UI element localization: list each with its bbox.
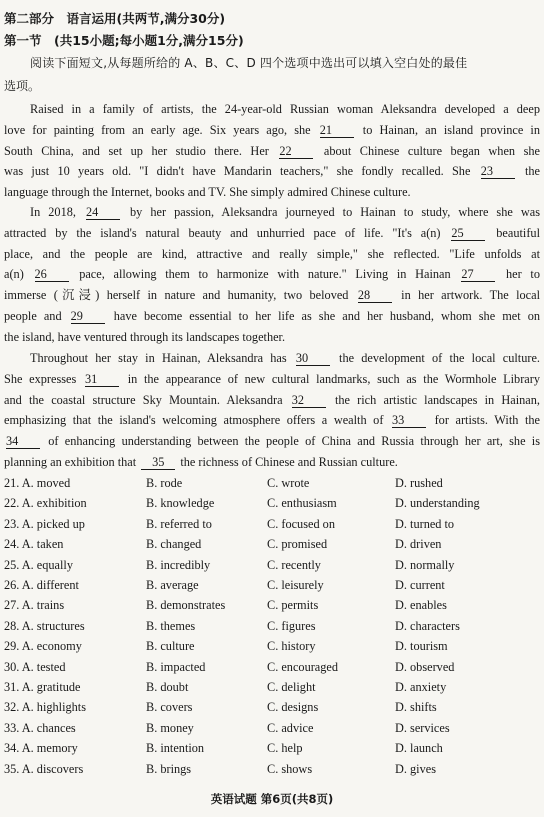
- option-a: 33. A. chances: [4, 720, 76, 735]
- passage-text: Throughout her stay in Hainan, Aleksandra has: [30, 351, 294, 365]
- option-c: C. focused on: [267, 516, 335, 531]
- option-b: B. culture: [146, 639, 195, 654]
- option-c: C. designs: [267, 700, 319, 715]
- passage-text: planning an exhibition that: [4, 455, 140, 469]
- option-row-28: [4, 617, 540, 635]
- option-a: 35. A. discovers: [4, 761, 84, 776]
- passage-text: people and: [4, 309, 69, 323]
- option-d: D. characters: [395, 618, 460, 633]
- blank-32: 32: [292, 394, 326, 408]
- option-b: B. referred to: [146, 516, 212, 531]
- blank-35: 35: [141, 456, 175, 470]
- option-row-23: [4, 515, 540, 533]
- option-d: D. anxiety: [395, 680, 447, 694]
- passage-text: immerse (沉浸) herself in nature and humanity, two beloved: [4, 288, 356, 303]
- passage-text: for artists. With the: [428, 413, 541, 428]
- option-a: 30. A. tested: [4, 659, 66, 674]
- option-d: D. rushed: [395, 476, 443, 490]
- blank-24: 24: [86, 206, 120, 220]
- passage-text: She expresses: [4, 371, 83, 386]
- passage-text: was just 10 years old. "I didn't have Mandarin teachers," she fondly recalled. She: [4, 164, 479, 179]
- option-c: C. permits: [267, 598, 319, 613]
- option-c: C. encouraged: [267, 659, 339, 674]
- instruction-line-1: 阅读下面短文,从每题所给的 A、B、C、D 四个选项中选出可以填入空白处的最佳: [30, 56, 468, 70]
- passage-text: by her passion, Aleksandra journeyed to Hainan to study, where she was: [121, 205, 540, 219]
- option-b: B. rode: [146, 476, 183, 490]
- option-c: C. leisurely: [267, 578, 324, 592]
- blank-27: 27: [461, 268, 495, 282]
- passage-line: [4, 371, 540, 387]
- option-row-26: [4, 576, 540, 594]
- option-row-30: [4, 658, 540, 676]
- option-d: D. understanding: [395, 496, 480, 511]
- passage-text: language through the Internet, books and TV. She simply admired Chinese culture.: [4, 185, 411, 200]
- option-c: C. history: [267, 639, 316, 654]
- passage-line: [30, 204, 540, 220]
- option-b: B. demonstrates: [146, 598, 226, 613]
- option-a: 28. A. structures: [4, 618, 85, 633]
- option-row-35: [4, 760, 540, 778]
- option-b: B. impacted: [146, 659, 206, 674]
- passage-line: [4, 122, 540, 138]
- option-b: B. brings: [146, 761, 192, 776]
- option-row-29: [4, 637, 540, 655]
- passage-text: place, and the people are kind, attractive and really simple," she reflected. "Life unfolds at: [4, 246, 540, 261]
- passage-line: [4, 143, 540, 159]
- passage-line: [4, 163, 540, 179]
- passage-line: [4, 308, 540, 324]
- option-row-27: [4, 596, 540, 614]
- passage-text: beautiful: [487, 225, 540, 240]
- passage-text: of enhancing understanding between the people of China and Russia through her art, she is: [42, 434, 540, 449]
- option-d: D. tourism: [395, 639, 448, 654]
- option-d: D. gives: [395, 761, 436, 776]
- option-b: B. incredibly: [146, 557, 211, 572]
- option-row-22: [4, 494, 540, 512]
- option-a: 25. A. equally: [4, 557, 73, 572]
- blank-31: 31: [85, 373, 119, 387]
- option-b: B. themes: [146, 618, 196, 633]
- passage-line: [4, 329, 540, 345]
- blank-21: 21: [320, 124, 354, 138]
- option-a: 23. A. picked up: [4, 516, 85, 531]
- option-d: D. normally: [395, 557, 455, 572]
- passage-line: [4, 433, 540, 449]
- option-row-34: [4, 739, 540, 757]
- option-d: D. services: [395, 720, 450, 735]
- passage-text: and the coastal structure Sky Mountain. Aleksandra: [4, 392, 290, 407]
- option-b: B. average: [146, 578, 199, 592]
- option-c: C. delight: [267, 680, 316, 694]
- option-a: 21. A. moved: [4, 476, 71, 490]
- option-d: D. observed: [395, 659, 455, 674]
- passage-text: a(n): [4, 267, 33, 282]
- passage-line: [4, 454, 540, 470]
- passage-text: the: [516, 164, 540, 179]
- passage-line: [30, 101, 540, 117]
- option-c: C. advice: [267, 720, 314, 735]
- option-row-31: [4, 678, 540, 696]
- blank-28: 28: [358, 289, 392, 303]
- blank-33: 33: [392, 414, 426, 428]
- passage-line: [4, 184, 540, 200]
- passage-text: in her artwork. The local: [393, 288, 540, 303]
- section-heading: 第一节 (共15小题;每小题1分,满分15分): [4, 33, 244, 48]
- passage-text: emphasizing that the island's welcoming atmosphere offers a wealth of: [4, 413, 391, 428]
- passage-line: [4, 266, 540, 282]
- option-c: C. recently: [267, 557, 321, 572]
- option-c: C. enthusiasm: [267, 496, 337, 511]
- option-d: D. launch: [395, 741, 443, 756]
- passage-line: [30, 350, 540, 366]
- option-c: C. figures: [267, 618, 316, 633]
- option-row-24: [4, 535, 540, 553]
- blank-26: 26: [35, 268, 69, 282]
- option-row-33: [4, 719, 540, 737]
- passage-line: [4, 225, 540, 241]
- option-a: 32. A. highlights: [4, 700, 86, 715]
- option-a: 27. A. trains: [4, 598, 65, 613]
- option-b: B. doubt: [146, 680, 189, 694]
- passage-text: the richness of Chinese and Russian culture.: [177, 455, 398, 469]
- passage-text: in the appearance of new cultural landmarks, such as the Wormhole Library: [120, 371, 540, 386]
- passage-text: Raised in a family of artists, the 24-year-old Russian woman Aleksandra developed a deep: [30, 102, 540, 116]
- option-d: D. current: [395, 578, 445, 592]
- passage-text: the rich artistic landscapes in Hainan,: [327, 392, 540, 407]
- option-d: D. driven: [395, 537, 442, 552]
- option-d: D. enables: [395, 598, 447, 613]
- option-d: D. turned to: [395, 516, 455, 531]
- passage-text: love for painting from an early age. Six years ago, she: [4, 122, 318, 137]
- option-row-25: [4, 556, 540, 574]
- option-d: D. shifts: [395, 700, 437, 715]
- option-b: B. changed: [146, 537, 202, 552]
- option-b: B. knowledge: [146, 496, 215, 511]
- option-b: B. covers: [146, 700, 193, 715]
- option-a: 22. A. exhibition: [4, 496, 87, 511]
- option-c: C. shows: [267, 761, 313, 776]
- option-c: C. wrote: [267, 476, 310, 490]
- blank-23: 23: [481, 165, 515, 179]
- passage-text: her to: [497, 267, 540, 282]
- passage-text: pace, allowing them to harmonize with nature." Living in Hainan: [70, 267, 460, 282]
- option-row-21: [4, 474, 540, 492]
- passage-text: to Hainan, an island province in: [355, 122, 540, 137]
- blank-30: 30: [296, 352, 330, 366]
- passage-text: about Chinese culture began when she: [315, 143, 540, 158]
- option-c: C. help: [267, 741, 303, 756]
- passage-text: South China, and set up her studio there. Her: [4, 143, 278, 158]
- option-a: 31. A. gratitude: [4, 680, 81, 694]
- option-b: B. intention: [146, 741, 205, 756]
- option-a: 34. A. memory: [4, 741, 78, 756]
- option-a: 26. A. different: [4, 578, 79, 592]
- option-row-32: [4, 698, 540, 716]
- instruction-line-2: 选项。: [4, 79, 41, 93]
- option-a: 29. A. economy: [4, 639, 82, 654]
- blank-25: 25: [451, 227, 485, 241]
- passage-line: [4, 246, 540, 262]
- passage-line: [4, 392, 540, 408]
- passage-text: the development of the local culture.: [331, 351, 540, 365]
- page-footer: 英语试题 第6页(共8页): [210, 792, 334, 806]
- passage-text: the island, have ventured through its landscapes together.: [4, 329, 286, 344]
- passage-text: In 2018,: [30, 205, 84, 219]
- passage-text: attracted by the island's natural beauty and unhurried pace of life. "It's a(n): [4, 225, 450, 240]
- option-b: B. money: [146, 720, 194, 735]
- passage-line: [4, 287, 540, 303]
- option-c: C. promised: [267, 537, 328, 552]
- passage-text: have become essential to her life as she and her husband, whom she met on: [106, 309, 540, 323]
- passage-line: [4, 412, 540, 428]
- part-heading: 第二部分 语言运用(共两节,满分30分): [4, 11, 226, 26]
- blank-22: 22: [279, 145, 313, 159]
- blank-34: 34: [6, 435, 40, 449]
- option-a: 24. A. taken: [4, 537, 64, 552]
- blank-29: 29: [71, 310, 105, 324]
